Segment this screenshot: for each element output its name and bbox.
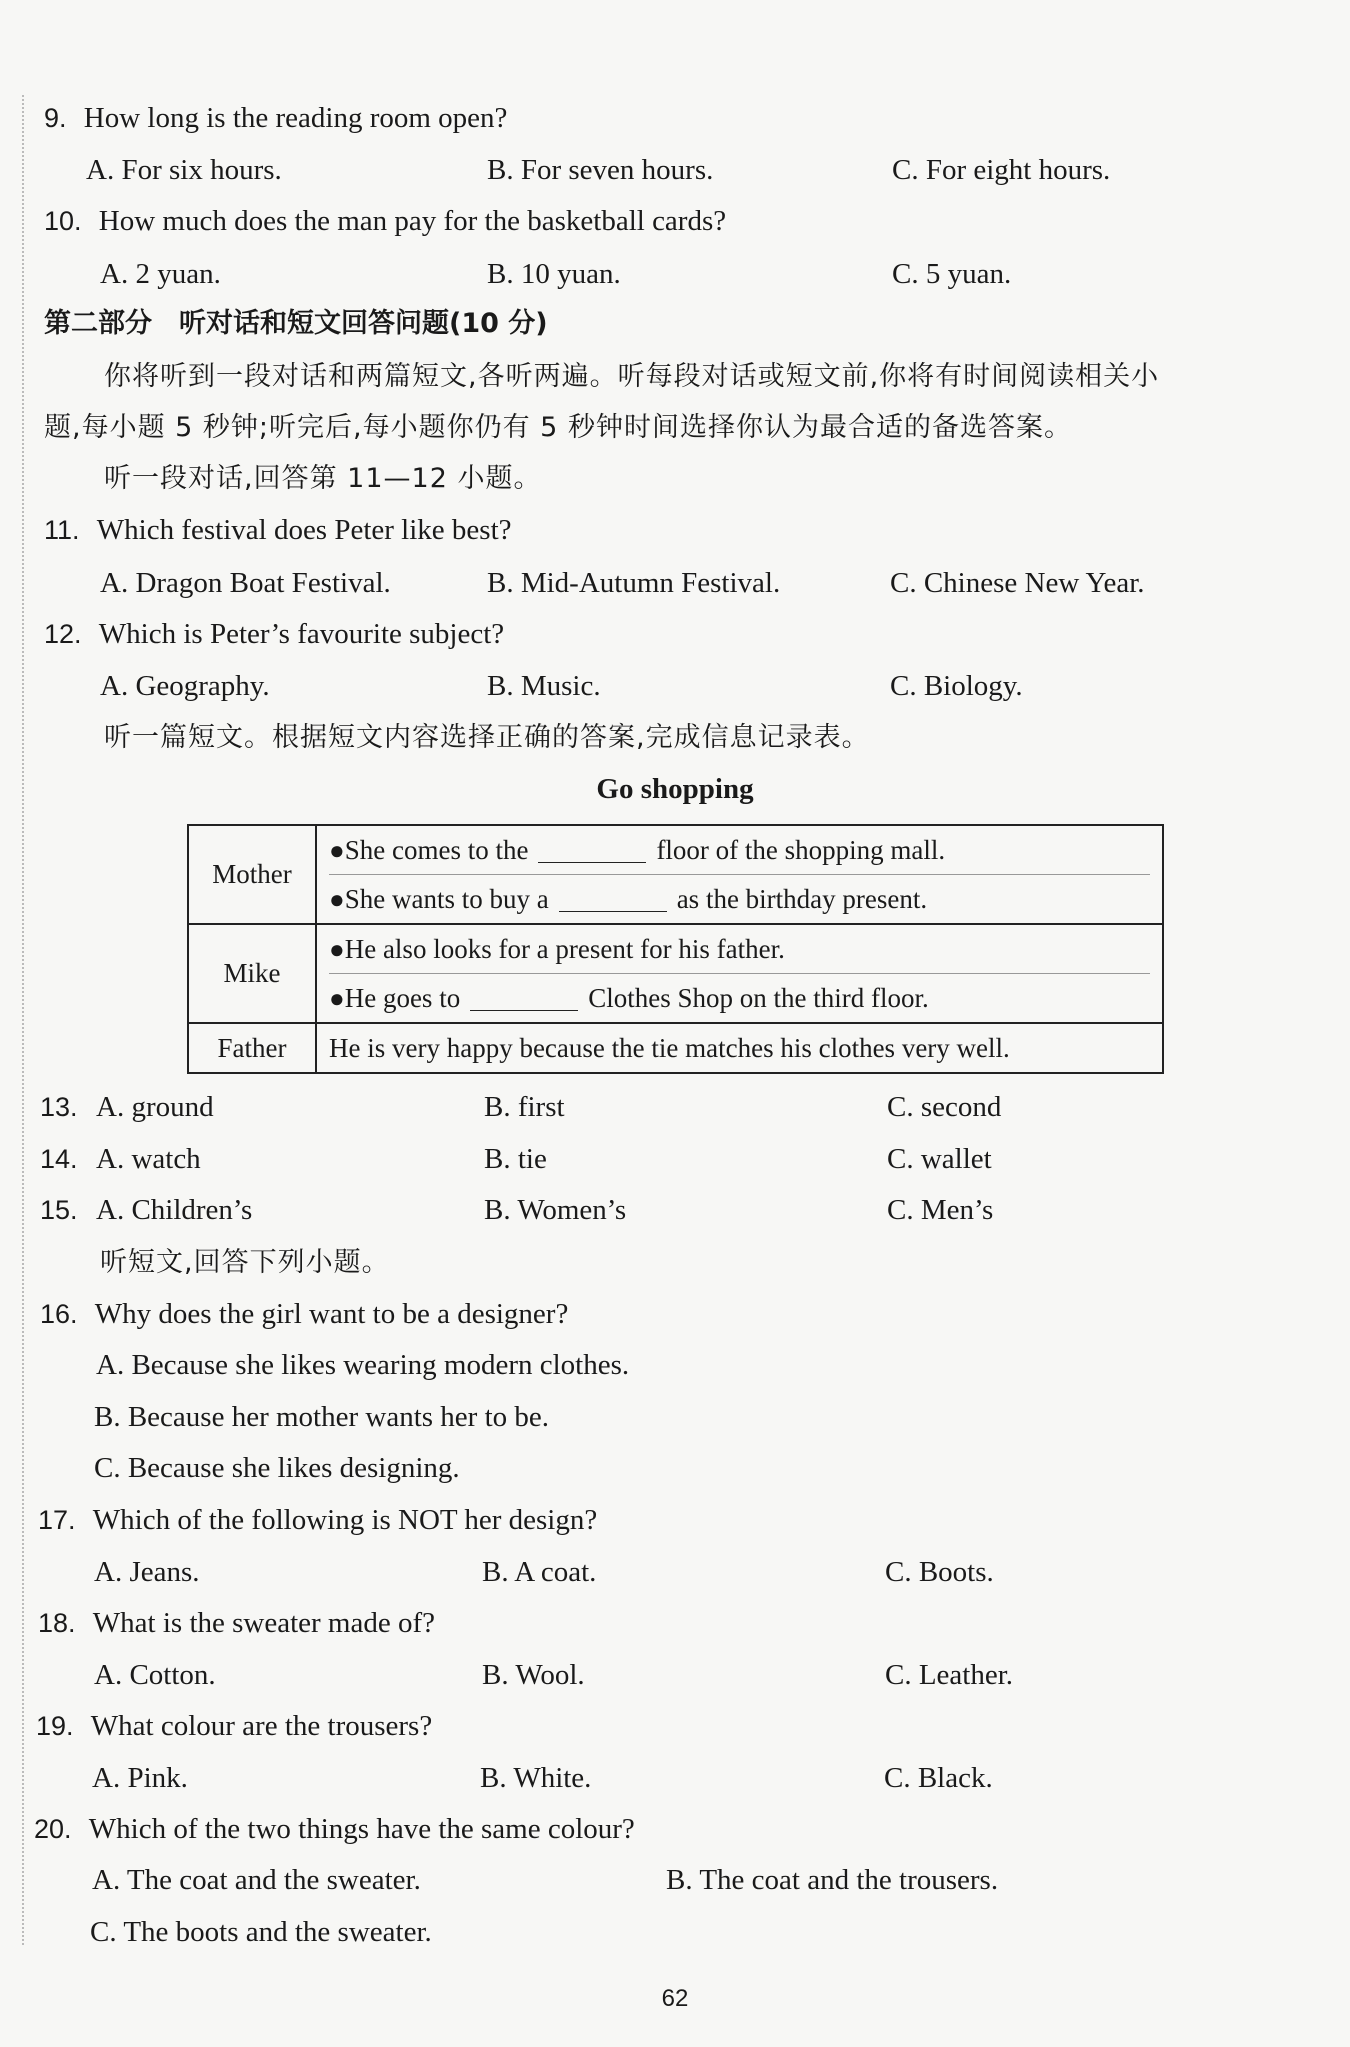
q9-option-b: B. For seven hours.	[487, 154, 714, 186]
question-text: What colour are the trousers?	[90, 1710, 433, 1742]
bullet-icon: ●	[329, 935, 345, 964]
q20-option-a: A. The coat and the sweater.	[92, 1864, 421, 1896]
section-2-instructions-line-1: 你将听到一段对话和两篇短文,各听两遍。听每段对话或短文前,你将有时间阅读相关小	[104, 361, 1160, 392]
dialog-intro: 听一段对话,回答第 11—12 小题。	[104, 463, 542, 494]
question-number: 15.	[40, 1195, 78, 1225]
question-text: Which festival does Peter like best?	[96, 514, 512, 546]
bullet-icon: ●	[329, 836, 345, 865]
question-number: 13.	[40, 1092, 78, 1122]
mike-line-1	[329, 925, 1150, 974]
mother-line-1	[329, 826, 1150, 875]
question-text: How long is the reading room open?	[83, 102, 508, 134]
question-text: How much does the man pay for the basketball cards?	[98, 205, 727, 237]
q17-option-c: C. Boots.	[885, 1556, 994, 1588]
passage-1-intro: 听一篇短文。根据短文内容选择正确的答案,完成信息记录表。	[104, 722, 870, 753]
text-part: She wants to buy a	[344, 884, 549, 914]
q16-option-c: C. Because she likes designing.	[94, 1452, 460, 1484]
q14-option-a: A. watch	[96, 1143, 201, 1175]
table-title: Go shopping	[596, 773, 754, 805]
question-number: 16.	[40, 1299, 78, 1329]
section-2-instructions-line-2: 题,每小题 5 秒钟;听完后,每小题你仍有 5 秒钟时间选择你认为最合适的备选答案。	[44, 412, 1072, 443]
row-label: Father	[188, 1023, 316, 1073]
bullet-icon: ●	[329, 984, 345, 1013]
answer-blank	[470, 984, 578, 1011]
q18-option-b: B. Wool.	[482, 1659, 585, 1691]
q19-option-a: A. Pink.	[92, 1762, 188, 1794]
question-text: Which is Peter’s favourite subject?	[98, 618, 505, 650]
q13-option-a: A. ground	[96, 1091, 214, 1123]
q12-option-b: B. Music.	[487, 670, 601, 702]
question-number: 18.	[38, 1608, 76, 1638]
q9-option-a: A. For six hours.	[86, 154, 282, 186]
table-row-father	[188, 1023, 1163, 1073]
q10-option-c: C. 5 yuan.	[892, 258, 1012, 290]
text-part: floor of the shopping mall.	[656, 835, 946, 865]
answer-blank	[559, 885, 667, 912]
question-20	[34, 1811, 635, 1847]
question-text: Why does the girl want to be a designer?	[94, 1298, 569, 1330]
q14-option-b: B. tie	[484, 1143, 547, 1175]
row-content	[316, 825, 1163, 924]
table-row-mother	[188, 825, 1163, 924]
table-row-mike	[188, 924, 1163, 1023]
q13-option-b: B. first	[484, 1091, 565, 1123]
question-number: 12.	[44, 619, 82, 649]
row-label: Mike	[188, 924, 316, 1023]
question-number: 10.	[44, 206, 82, 236]
question-14	[40, 1141, 78, 1177]
question-number: 20.	[34, 1814, 72, 1844]
question-number: 17.	[38, 1505, 76, 1535]
mike-line-2	[329, 974, 1150, 1022]
question-11	[44, 512, 512, 548]
question-text: Which of the following is NOT her design?	[92, 1504, 598, 1536]
info-record-table	[187, 824, 1164, 1074]
q19-option-b: B. White.	[480, 1762, 592, 1794]
q12-option-a: A. Geography.	[100, 670, 270, 702]
q15-option-a: A. Children’s	[96, 1194, 253, 1226]
answer-blank	[538, 836, 646, 863]
page-number: 62	[661, 1985, 689, 2012]
question-16	[40, 1296, 568, 1332]
question-9	[44, 100, 507, 136]
text-part: Clothes Shop on the third floor.	[588, 983, 929, 1013]
text-part: He also looks for a present for his father.	[344, 934, 785, 964]
section-2-title: 第二部分 听对话和短文回答问题(10 分)	[44, 308, 548, 339]
passage-2-intro: 听短文,回答下列小题。	[100, 1247, 390, 1278]
question-19	[36, 1708, 432, 1744]
q20-option-b: B. The coat and the trousers.	[666, 1864, 999, 1896]
text-part: as the birthday present.	[676, 884, 928, 914]
q19-option-c: C. Black.	[884, 1762, 993, 1794]
q18-option-c: C. Leather.	[885, 1659, 1014, 1691]
q11-option-b: B. Mid-Autumn Festival.	[487, 567, 781, 599]
margin-dotted-line	[22, 95, 24, 1945]
q11-option-a: A. Dragon Boat Festival.	[100, 567, 391, 599]
q17-option-b: B. A coat.	[482, 1556, 597, 1588]
question-13	[40, 1089, 78, 1125]
q10-option-a: A. 2 yuan.	[100, 258, 221, 290]
text-part: She comes to the	[344, 835, 529, 865]
question-17	[38, 1502, 597, 1538]
q9-option-c: C. For eight hours.	[892, 154, 1111, 186]
q13-option-c: C. second	[887, 1091, 1002, 1123]
q10-option-b: B. 10 yuan.	[487, 258, 621, 290]
question-15	[40, 1192, 78, 1228]
q12-option-c: C. Biology.	[890, 670, 1023, 702]
bullet-icon: ●	[329, 885, 345, 914]
row-label: Mother	[188, 825, 316, 924]
question-12	[44, 616, 504, 652]
q16-option-b: B. Because her mother wants her to be.	[94, 1401, 549, 1433]
question-number: 14.	[40, 1144, 78, 1174]
question-number: 9.	[44, 103, 67, 133]
question-10	[44, 203, 726, 239]
q18-option-a: A. Cotton.	[94, 1659, 216, 1691]
text-part: He goes to	[344, 983, 461, 1013]
mother-line-2	[329, 875, 1150, 923]
question-number: 11.	[44, 515, 80, 545]
q20-option-c: C. The boots and the sweater.	[90, 1916, 432, 1948]
q15-option-c: C. Men’s	[887, 1194, 994, 1226]
q15-option-b: B. Women’s	[484, 1194, 627, 1226]
q17-option-a: A. Jeans.	[94, 1556, 200, 1588]
question-text: What is the sweater made of?	[92, 1607, 436, 1639]
question-18	[38, 1605, 435, 1641]
row-content: He is very happy because the tie matches his clothes very well.	[316, 1023, 1163, 1073]
question-number: 19.	[36, 1711, 74, 1741]
q16-option-a: A. Because she likes wearing modern clothes.	[96, 1349, 630, 1381]
q14-option-c: C. wallet	[887, 1143, 992, 1175]
row-content	[316, 924, 1163, 1023]
question-text: Which of the two things have the same colour?	[88, 1813, 635, 1845]
q11-option-c: C. Chinese New Year.	[890, 567, 1145, 599]
